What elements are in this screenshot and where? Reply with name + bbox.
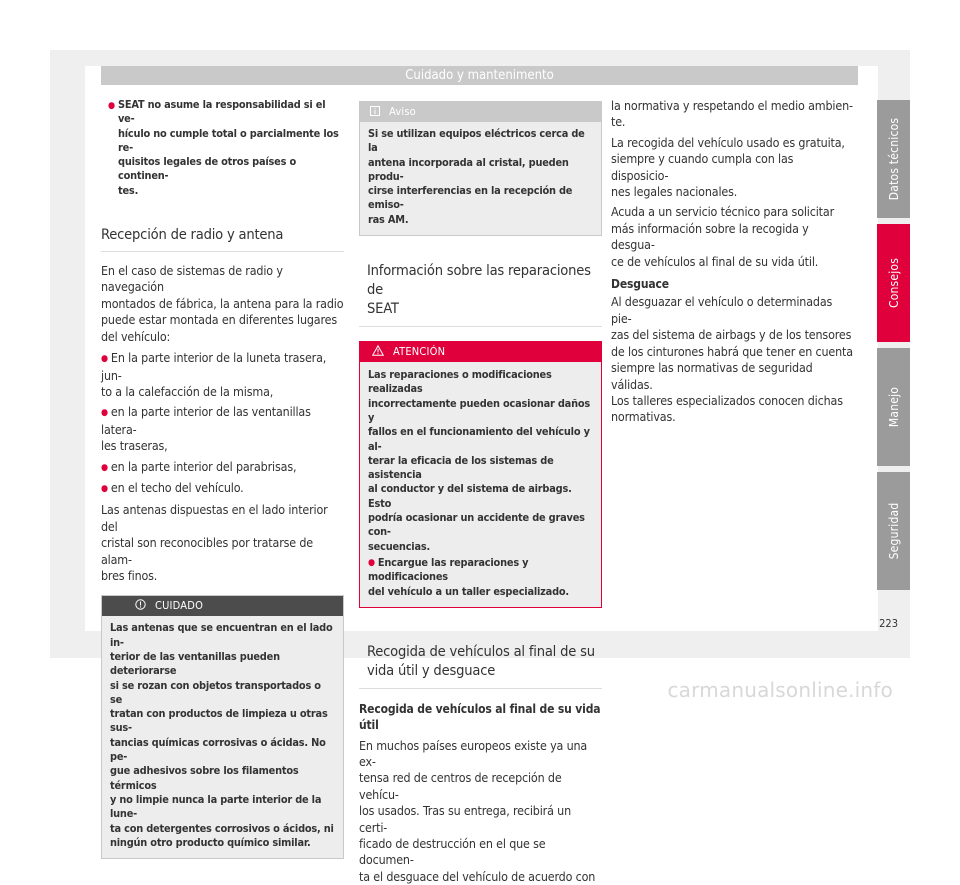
list-item <box>101 350 344 400</box>
line: La recogida del vehículo usado es gratuita, <box>611 134 845 150</box>
info-square-icon <box>370 102 380 122</box>
tab-label: Datos técnicos <box>886 117 901 201</box>
cuidado-header <box>102 596 343 616</box>
tab-seguridad[interactable] <box>877 472 910 590</box>
section-heading-reparaciones <box>359 261 602 327</box>
line: y no limpie nunca la parte interior de la lune- <box>110 792 322 821</box>
line: tensa red de centros de recepción de vehícu- <box>359 770 562 802</box>
aviso-label: Aviso <box>389 105 416 118</box>
bullet-dot-icon: ● <box>101 408 108 419</box>
tab-label: Seguridad <box>886 502 901 560</box>
line: ficado de destrucción en el que se documen- <box>359 836 546 868</box>
list-item <box>101 459 344 476</box>
line: Si se utilizan equipos eléctricos cerca de la <box>368 127 585 155</box>
subhead-desguace: Desguace <box>611 277 669 292</box>
line: En el caso de sistemas de radio y navegación <box>101 263 283 295</box>
recogida-paragraph <box>359 738 602 885</box>
antenna-locations-list <box>101 350 344 497</box>
section-title: Recepción de radio y antena <box>101 226 284 244</box>
line: podría ocasionar un accidente de graves con- <box>368 511 585 539</box>
line: les traseras, <box>101 438 168 454</box>
column-1 <box>101 90 344 859</box>
line: En la parte interior de la luneta trasera, jun- <box>101 350 327 383</box>
line: en la parte interior del parabrisas, <box>110 458 297 474</box>
line: Al desguazar el vehículo o determinadas pie- <box>611 294 833 326</box>
line: antena incorporada al cristal, pueden produ- <box>368 155 569 183</box>
line: ta con detergentes corrosivos o ácidos, ni <box>110 821 334 835</box>
line: terar la eficacia de los sistemas de asistencia <box>368 453 554 482</box>
line: ta el desguace del vehículo de acuerdo con <box>359 868 596 884</box>
line: ce de vehículos al final de su vida útil. <box>611 253 819 269</box>
tab-datos-tecnicos[interactable] <box>877 100 910 218</box>
line: más información sobre la recogida y desgua- <box>611 220 809 253</box>
tab-label: Consejos <box>886 257 901 309</box>
subhead-recogida: Recogida de vehículos al final de su vida útil <box>359 701 601 733</box>
paragraph <box>611 98 854 131</box>
line: secuencias. <box>368 539 431 553</box>
line: ras AM. <box>368 212 409 226</box>
line: Las antenas que se encuentran en el lado in- <box>110 621 333 649</box>
cuidado-text <box>102 616 343 858</box>
line: te. <box>611 114 626 130</box>
line: zas del sistema de airbags y de los tensores <box>611 327 852 343</box>
line: Recogida de vehículos al final de su <box>367 642 595 660</box>
atencion-header <box>360 342 601 362</box>
section-heading-recogida <box>359 642 602 689</box>
line: cristal son reconocibles por tratarse de alam- <box>101 535 314 567</box>
line: ningún otro producto químico similar. <box>110 835 311 849</box>
line: los usados. Tras su entrega, recibirá un certi- <box>359 803 572 835</box>
list-item <box>101 404 344 454</box>
bullet-dot-icon: ● <box>368 557 375 568</box>
list-item <box>368 556 593 599</box>
section-heading-radio <box>101 225 344 252</box>
tab-label: Manejo <box>886 386 901 428</box>
bullet-dot-icon: ● <box>101 483 108 494</box>
line: del vehículo a un taller especializado. <box>368 584 569 598</box>
watermark-text[interactable]: carmanualsonline.info <box>667 678 893 702</box>
line: Encargue las reparaciones y modificaciones <box>368 555 529 584</box>
line: en la parte interior de las ventanillas latera- <box>101 404 311 437</box>
line: Los talleres especializados conocen dichas <box>611 392 843 408</box>
line: terior de las ventanillas pueden deteriorarse <box>110 649 280 678</box>
section-title <box>367 642 602 680</box>
line: Las reparaciones o modificaciones realizadas <box>368 368 552 396</box>
line: cirse interferencias en la recepción de emiso- <box>368 184 573 212</box>
line: SEAT <box>367 300 399 318</box>
line: En muchos países europeos existe ya una ex- <box>359 737 588 770</box>
radio-intro <box>101 263 344 345</box>
tab-manejo[interactable] <box>877 348 910 466</box>
line: vida útil y desguace <box>367 661 496 679</box>
line: gue adhesivos sobre los filamentos térmicos <box>110 764 299 792</box>
column-2 <box>359 101 602 885</box>
line: del vehículo: <box>101 328 171 344</box>
line: bres finos. <box>101 567 158 583</box>
page-header-title: Cuidado y mantenimento <box>405 68 554 83</box>
bullet-dot-icon: ● <box>101 462 108 473</box>
line: SEAT no asume la responsabilidad si el ve- <box>118 98 326 126</box>
aviso-text <box>360 122 601 235</box>
line: siempre las normativas de seguridad válidas. <box>611 360 813 392</box>
cuidado-box <box>101 595 344 859</box>
antenna-outro <box>101 502 344 584</box>
line: tancias químicas corrosivas o ácidas. No pe- <box>110 735 326 764</box>
line: quisitos legales de otros países o continen- <box>118 155 296 183</box>
atencion-text <box>360 362 601 607</box>
line: to a la calefacción de la misma, <box>101 383 274 399</box>
paragraph <box>611 204 854 270</box>
line: la normativa y respetando el medio ambien- <box>611 98 853 113</box>
line: si se rozan con objetos transportados o se <box>110 678 321 706</box>
section-title <box>367 261 602 318</box>
atencion-label: ATENCIÓN <box>393 345 446 359</box>
column-3 <box>611 98 854 426</box>
line: montados de fábrica, la antena para la radio <box>101 295 344 311</box>
warning-bullet <box>108 98 344 198</box>
paragraph <box>611 135 854 201</box>
list-item <box>101 480 344 497</box>
tab-consejos[interactable] <box>877 224 910 342</box>
aviso-header <box>360 102 601 122</box>
line: incorrectamente pueden ocasionar daños y <box>368 396 591 424</box>
line: Las antenas dispuestas en el lado interior del <box>101 502 328 534</box>
bullet-dot-icon: ● <box>108 101 115 111</box>
atencion-box <box>359 341 602 608</box>
line: nes legales nacionales. <box>611 184 738 200</box>
line: tratan con productos de limpieza u otras sus- <box>110 707 328 735</box>
page-number: 223 <box>879 617 898 630</box>
cuidado-label: CUIDADO <box>155 599 204 613</box>
line: Acuda a un servicio técnico para solicitar <box>611 204 835 220</box>
line: fallos en el funcionamiento del vehículo y al- <box>368 425 590 453</box>
exclamation-circle-icon <box>135 596 146 616</box>
line: normativas. <box>611 409 676 425</box>
paragraph <box>611 294 854 425</box>
line: puede estar montada en diferentes lugares <box>101 312 337 328</box>
line: en el techo del vehículo. <box>110 479 244 495</box>
line: al conductor y del sistema de airbags. Esto <box>368 482 572 510</box>
line: tes. <box>118 183 139 197</box>
line: hículo no cumple total o parcialmente los re- <box>118 126 339 154</box>
line: siempre y cuando cumpla con las disposicio- <box>611 151 794 183</box>
line: Información sobre las reparaciones de <box>367 262 591 299</box>
aviso-box <box>359 101 602 236</box>
warning-triangle-icon <box>372 342 384 362</box>
line: de los cinturones habrá que tener en cuenta <box>611 343 853 359</box>
bullet-dot-icon: ● <box>101 354 108 365</box>
